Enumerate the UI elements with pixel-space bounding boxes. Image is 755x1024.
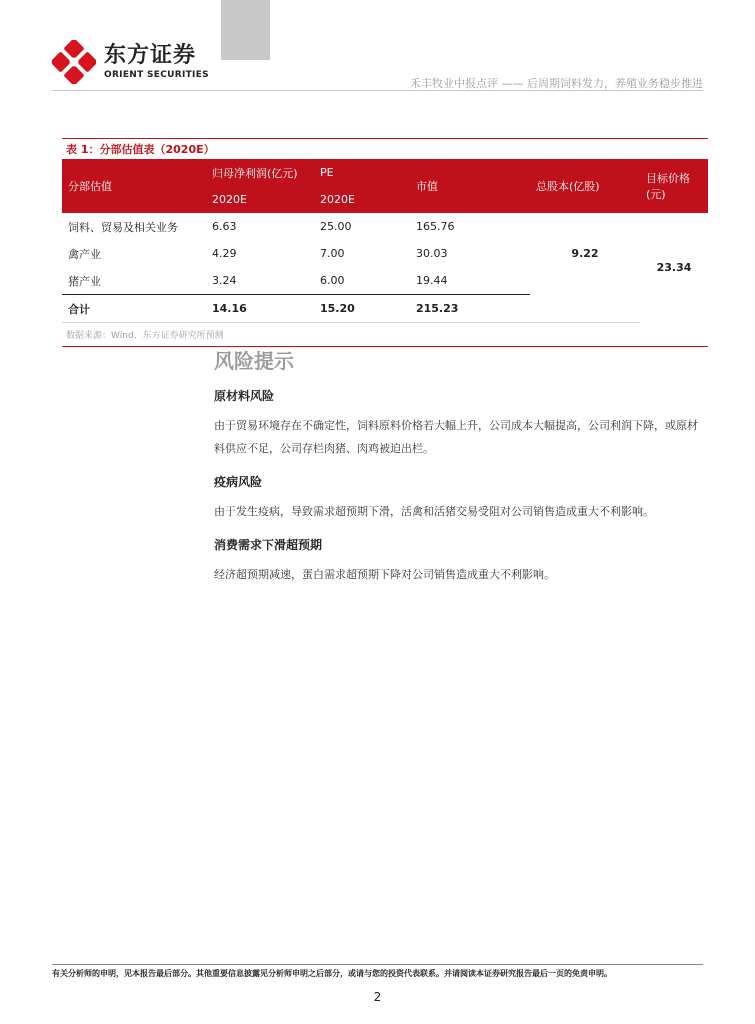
header-pe-year: 2020E <box>314 186 410 213</box>
cell-total-label: 合计 <box>62 295 206 323</box>
cell-empty <box>530 295 640 323</box>
footer-disclaimer: 有关分析师的申明，见本报告最后部分。其他重要信息披露见分析师申明之后部分，或请与您的投资代表联系。并请阅读本证券研究报告最后一页的免责申明。 <box>52 969 612 978</box>
risk-text-epidemic: 由于发生疫病，导致需求超预期下滑，活禽和活猪交易受阻对公司销售造成重大不利影响。 <box>214 505 654 518</box>
risk-heading-demand: 消费需求下滑超预期 <box>214 538 323 552</box>
cell-pe: 7.00 <box>320 247 345 260</box>
header-pe: PE <box>314 159 410 186</box>
cell-segment: 猪产业 <box>62 267 206 295</box>
table-row <box>62 213 708 240</box>
cell-total-market-value: 215.23 <box>410 295 530 323</box>
cell-pe: 25.00 <box>320 220 352 233</box>
cell-pe: 6.00 <box>314 267 410 295</box>
valuation-table <box>62 159 708 323</box>
risk-text-demand: 经济超预期减速，蛋白需求超预期下降对公司销售造成重大不利影响。 <box>214 568 555 581</box>
risk-text-raw-materials: 由于贸易环境存在不确定性，饲料原料价格若大幅上升，公司成本大幅提高，公司利润下降，或原材料供应不足，公司存栏肉猪、肉鸡被迫出栏。 <box>214 419 698 455</box>
risk-section-title: 风险提示 <box>214 349 294 373</box>
valuation-table-section <box>62 138 708 347</box>
cell-segment: 禽产业 <box>68 247 101 261</box>
cell-market-value: 19.44 <box>410 267 530 295</box>
risk-heading-epidemic: 疫病风险 <box>214 475 263 489</box>
header-net-profit: 归母净利润(亿元) <box>206 159 314 186</box>
cell-total-pe: 15.20 <box>314 295 410 323</box>
footer-divider <box>52 964 703 965</box>
cell-net-profit: 4.29 <box>212 247 237 260</box>
cell-market-value: 165.76 <box>416 220 455 233</box>
table-header-row <box>62 159 708 186</box>
cell-segment: 饲料、贸易及相关业务 <box>68 220 178 234</box>
cell-total-shares: 9.22 <box>571 247 599 261</box>
table-caption: 表 1：分部估值表（2020E） <box>62 138 708 159</box>
top-gray-bar <box>221 0 270 60</box>
report-header-title: 禾丰牧业中报点评 —— 后周期饲料发力，养殖业务稳步推进 <box>410 77 703 90</box>
cell-net-profit: 6.63 <box>212 220 237 233</box>
brand-name-cn: 东方证券 <box>104 43 197 68</box>
header-net-profit-year: 2020E <box>206 186 314 213</box>
header-market-value: 市值 <box>410 159 530 213</box>
cell-net-profit: 3.24 <box>206 267 314 295</box>
table-source-note: 数据来源：Wind、东方证券研究所预测 <box>62 323 708 347</box>
header-target-price: 目标价格(元) <box>640 159 708 213</box>
orient-securities-logo-icon <box>52 40 96 84</box>
header-segment: 分部估值 <box>62 159 206 213</box>
header-divider <box>52 90 703 91</box>
cell-total-net-profit: 14.16 <box>206 295 314 323</box>
cell-target-price: 23.34 <box>656 261 692 275</box>
cell-market-value: 30.03 <box>416 247 448 260</box>
risk-heading-raw-materials: 原材料风险 <box>214 389 275 403</box>
page-number: 2 <box>373 990 382 1004</box>
table-total-row <box>62 295 708 323</box>
brand-name-en: ORIENT SECURITIES <box>104 70 209 80</box>
header-total-shares: 总股本(亿股) <box>530 159 640 213</box>
risk-section <box>214 348 706 590</box>
brand-logo <box>52 40 209 84</box>
